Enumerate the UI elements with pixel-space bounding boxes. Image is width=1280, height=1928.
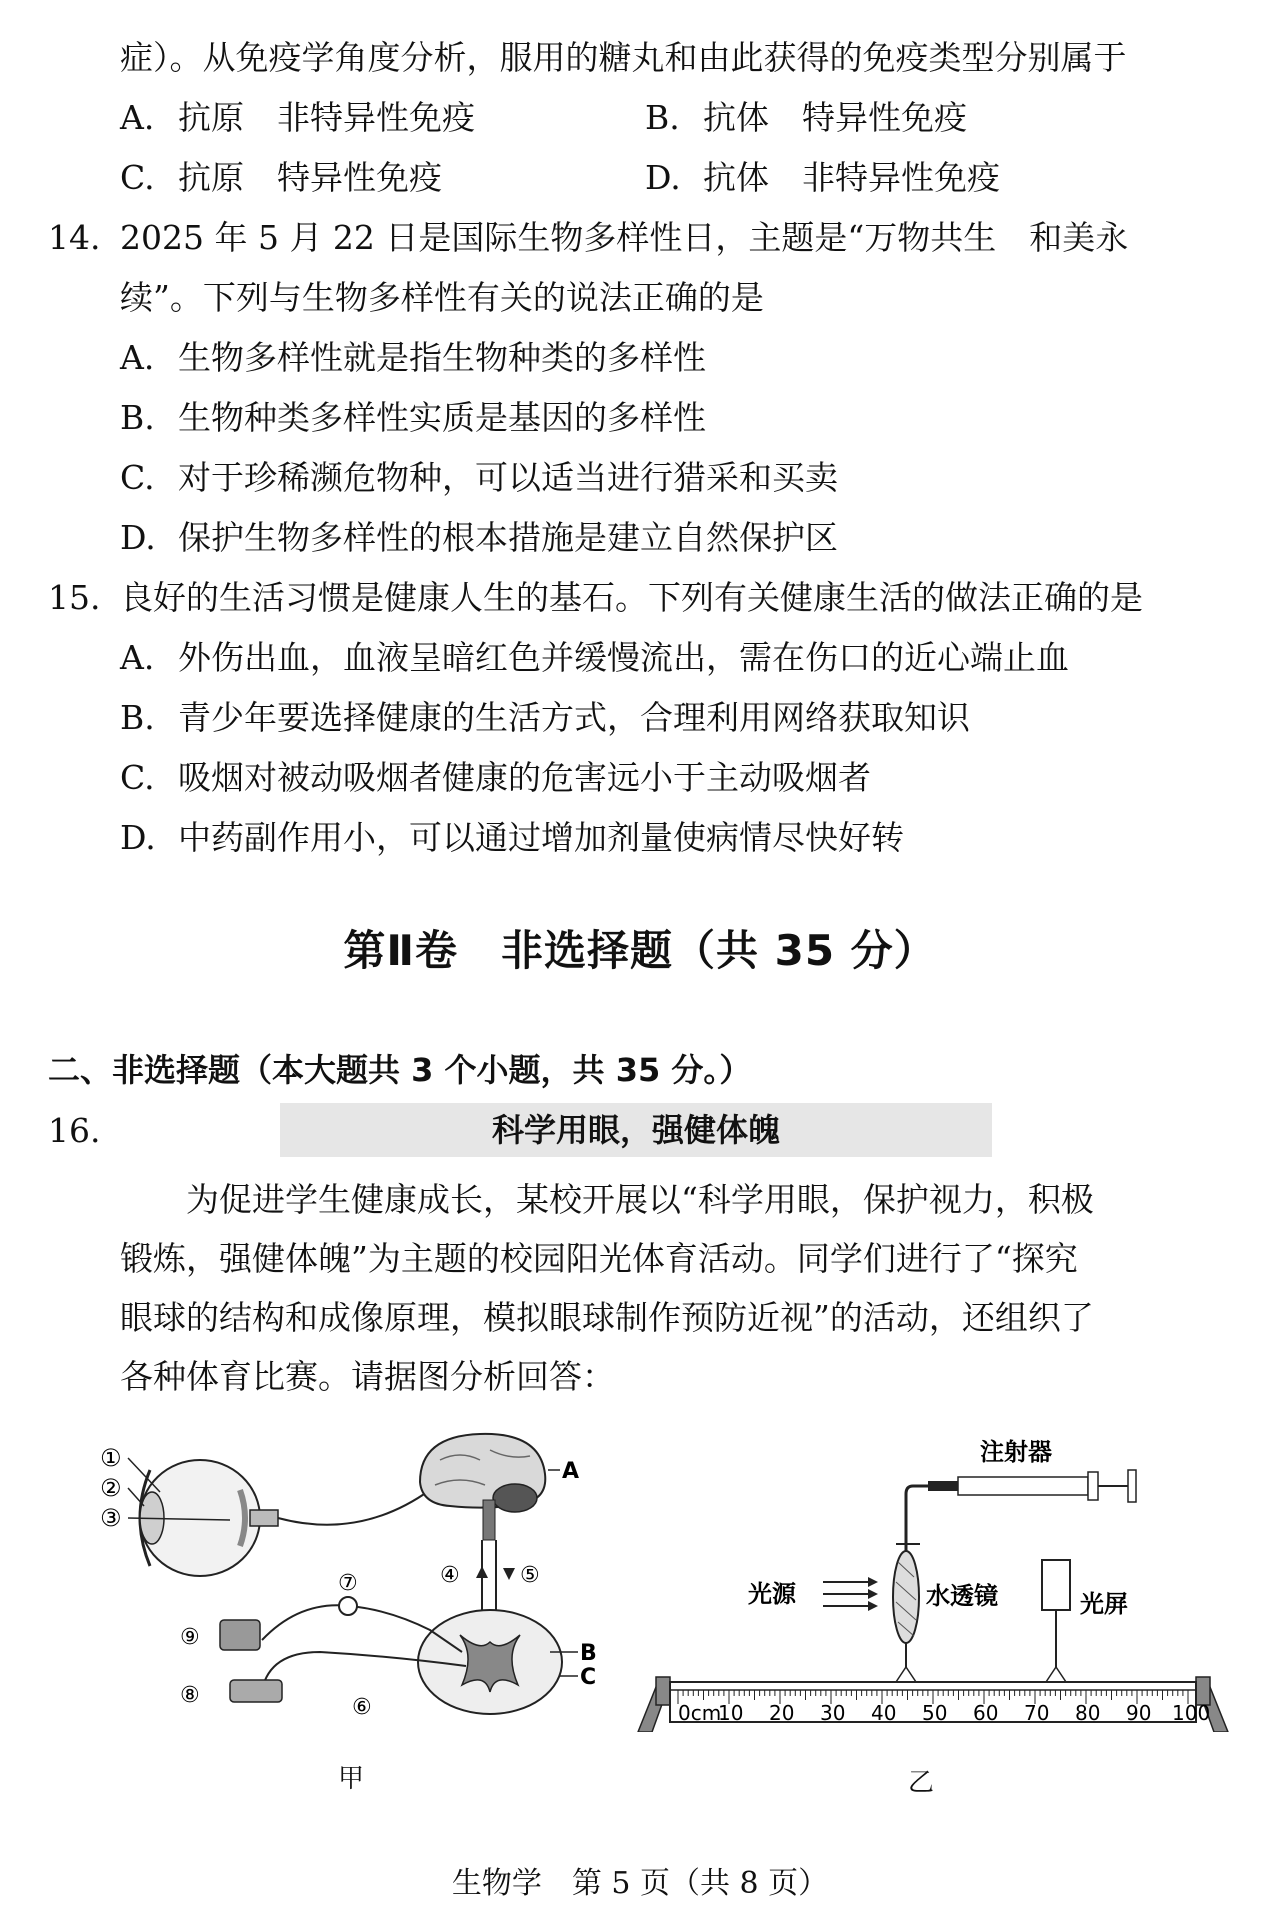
q14-option-b: B. 生物种类多样性实质是基因的多样性 — [120, 398, 706, 437]
ruler-tick-label: 40 — [871, 1701, 897, 1725]
ruler-tick-label: 70 — [1024, 1701, 1050, 1725]
q16-number: 16. — [48, 1111, 101, 1150]
q14-number: 14. — [48, 218, 101, 257]
light-source-label: 光源 — [748, 1580, 796, 1608]
q15-number: 15. — [48, 578, 101, 617]
water-lens-label: 水透镜 — [926, 1582, 998, 1610]
ruler-tick-label: 80 — [1075, 1701, 1101, 1725]
figure-jia-caption: 甲 — [338, 1764, 365, 1794]
effector-illustration — [230, 1680, 282, 1702]
section-title: 第Ⅱ卷 非选择题（共 35 分） — [343, 926, 937, 975]
label-C: C — [580, 1665, 597, 1690]
q15-option-a: A. 外伤出血，血液呈暗红色并缓慢流出，需在伤口的近心端止血 — [120, 638, 1069, 677]
ruler-tick-label: 20 — [769, 1701, 795, 1725]
light-screen-illustration — [1042, 1560, 1070, 1682]
q15-stem: 良好的生活习惯是健康人生的基石。下列有关健康生活的做法正确的是 — [120, 578, 1143, 617]
q15-option-d: D. 中药副作用小，可以通过增加剂量使病情尽快好转 — [120, 818, 904, 857]
part-title: 二、非选择题（本大题共 3 个小题，共 35 分。） — [48, 1051, 752, 1089]
q14-option-d: D. 保护生物多样性的根本措施是建立自然保护区 — [120, 518, 838, 557]
q13-stem-tail: 症）。从免疫学角度分析，服用的糖丸和由此获得的免疫类型分别属于 — [120, 38, 1127, 77]
label-9: ⑨ — [180, 1625, 200, 1650]
syringe-illustration — [896, 1470, 1136, 1552]
ruler-tick-label: 30 — [820, 1701, 846, 1725]
ruler-tick-label: 100 — [1172, 1701, 1211, 1725]
label-B: B — [580, 1641, 597, 1666]
screen-label: 光屏 — [1080, 1590, 1128, 1618]
q13-option-c: C. 抗原 特异性免疫 — [120, 158, 442, 197]
q15-option-b: B. 青少年要选择健康的生活方式，合理利用网络获取知识 — [120, 698, 970, 737]
label-8: ⑧ — [180, 1683, 200, 1708]
q16-para-line3: 眼球的结构和成像原理，模拟眼球制作预防近视”的活动，还组织了 — [120, 1298, 1094, 1337]
brain-illustration — [420, 1434, 545, 1540]
q13-option-d: D. 抗体 非特异性免疫 — [645, 158, 1000, 197]
ruler-tick-label: 90 — [1126, 1701, 1152, 1725]
q14-stem-line1: 2025 年 5 月 22 日是国际生物多样性日，主题是“万物共生 和美永 — [120, 218, 1129, 257]
label-1: ① — [100, 1444, 122, 1472]
ruler-unit: 0cm — [678, 1701, 722, 1725]
q14-option-c: C. 对于珍稀濒危物种，可以适当进行猎采和买卖 — [120, 458, 838, 497]
water-lens-illustration — [893, 1551, 919, 1682]
figure-yi — [628, 1432, 1238, 1732]
q13-option-a: A. 抗原 非特异性免疫 — [120, 98, 475, 137]
page-footer: 生物学 第 5 页（共 8 页） — [451, 1866, 829, 1901]
q16-para-line1: 为促进学生健康成长，某校开展以“科学用眼，保护视力，积极 — [186, 1180, 1094, 1219]
label-3: ③ — [100, 1504, 122, 1532]
ruler-tick-label: 50 — [922, 1701, 948, 1725]
label-2: ② — [100, 1474, 122, 1502]
label-7: ⑦ — [338, 1571, 358, 1596]
figure-jia — [90, 1430, 610, 1730]
label-5: ⑤ — [520, 1563, 540, 1588]
q13-option-b: B. 抗体 特异性免疫 — [645, 98, 967, 137]
q14-option-a: A. 生物多样性就是指生物种类的多样性 — [120, 338, 706, 377]
label-4: ④ — [440, 1563, 460, 1588]
syringe-label: 注射器 — [980, 1438, 1052, 1466]
q16-para-line2: 锻炼，强健体魄”为主题的校园阳光体育活动。同学们进行了“探究 — [120, 1239, 1078, 1278]
q16-para-line4: 各种体育比赛。请据图分析回答： — [120, 1357, 615, 1396]
label-6: ⑥ — [352, 1695, 372, 1720]
light-arrows — [823, 1577, 878, 1611]
q16-banner: 科学用眼，强健体魄 — [280, 1103, 992, 1157]
ruler-tick-label: 10 — [718, 1701, 744, 1725]
q15-option-c: C. 吸烟对被动吸烟者健康的危害远小于主动吸烟者 — [120, 758, 871, 797]
receptor-illustration — [220, 1620, 260, 1650]
ruler-tick-label: 60 — [973, 1701, 999, 1725]
figure-yi-caption: 乙 — [908, 1768, 935, 1798]
label-A: A — [562, 1459, 580, 1484]
q14-stem-line2: 续”。下列与生物多样性有关的说法正确的是 — [120, 278, 764, 317]
